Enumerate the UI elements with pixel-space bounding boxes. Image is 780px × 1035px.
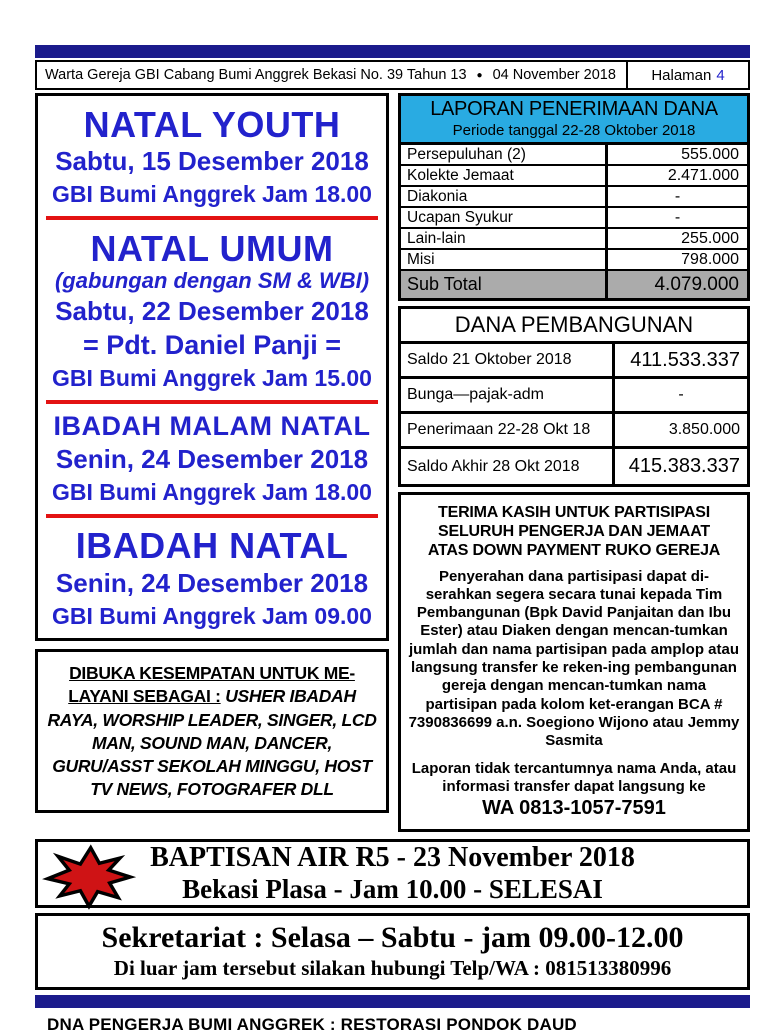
thank-you-heading-line: ATAS DOWN PAYMENT RUKO GEREJA (427, 542, 721, 560)
event-venue: GBI Bumi Anggrek Jam 18.00 (52, 478, 372, 505)
red-divider (46, 400, 378, 404)
event-ibadah-malam-natal (44, 412, 380, 505)
bullet-separator-icon: ● (476, 69, 483, 81)
event-date: Sabtu, 22 Desember 2018 (55, 295, 369, 326)
row-value: 255.000 (605, 229, 747, 248)
page-indicator (626, 62, 748, 88)
building-fund-table (398, 306, 750, 487)
event-title: IBADAH MALAM NATAL (53, 411, 371, 442)
whatsapp-number: WA 0813-1057-7591 (482, 797, 666, 820)
donation-report-period: Periode tanggal 22-28 Oktober 2018 (452, 122, 696, 139)
row-value: 411.533.337 (612, 344, 747, 376)
row-value: 798.000 (605, 250, 747, 269)
event-title: NATAL UMUM (90, 227, 334, 269)
secretariat-banner (35, 913, 750, 990)
left-column (35, 93, 389, 813)
thank-you-contact-note: Laporan tidak tercantumnya nama Anda, atau informasi transfer dapat langsung ke (411, 759, 737, 795)
baptism-banner (35, 839, 750, 908)
starburst-icon (46, 846, 132, 913)
bottom-navy-bar (35, 995, 750, 1008)
baptism-banner-text (150, 842, 635, 905)
row-value: 555.000 (605, 145, 747, 164)
red-divider (46, 216, 378, 220)
top-navy-bar (35, 45, 750, 58)
ministry-opportunity-box (35, 649, 389, 813)
row-value: - (605, 187, 747, 206)
row-label: Kolekte Jemaat (407, 166, 514, 184)
table-row (401, 208, 747, 229)
row-label: Saldo 21 Oktober 2018 (407, 351, 572, 368)
row-value: - (605, 208, 747, 227)
event-speaker: = Pdt. Daniel Panji = (82, 329, 342, 360)
subtotal-row (401, 271, 747, 298)
page-label: Halaman (651, 66, 712, 84)
table-row (401, 166, 747, 187)
secretariat-contact: Di luar jam tersebut silakan hubungi Telp/WA : 081513380996 (113, 955, 672, 980)
row-label: Misi (407, 250, 435, 268)
table-row (401, 229, 747, 250)
masthead (35, 60, 750, 90)
row-value: 3.850.000 (612, 414, 747, 446)
table-row (401, 187, 747, 208)
table-row (401, 145, 747, 166)
building-fund-title: DANA PEMBANGUNAN (401, 309, 747, 344)
row-label: Penerimaan 22-28 Okt 18 (407, 421, 591, 438)
christmas-events-box (35, 93, 389, 641)
event-venue: GBI Bumi Anggrek Jam 18.00 (52, 181, 372, 208)
event-natal-youth (44, 105, 380, 208)
event-venue: GBI Bumi Anggrek Jam 15.00 (52, 364, 372, 391)
red-divider (46, 514, 378, 518)
event-date: Senin, 24 Desember 2018 (55, 568, 369, 599)
row-value: - (612, 379, 747, 411)
ministry-heading: DIBUKA KESEMPATAN UNTUK ME-LAYANI SEBAGAI : (68, 663, 355, 707)
masthead-title-cell (37, 62, 626, 88)
subtotal-label: Sub Total (407, 274, 482, 294)
event-title: IBADAH NATAL (75, 525, 349, 567)
right-column (398, 93, 750, 832)
event-title: NATAL YOUTH (83, 103, 341, 145)
table-row (401, 250, 747, 271)
row-value: 415.383.337 (612, 449, 747, 484)
donation-report-header (401, 96, 747, 145)
event-date: Senin, 24 Desember 2018 (55, 443, 369, 474)
table-row (401, 414, 747, 449)
table-row (401, 379, 747, 414)
row-label: Persepuluhan (2) (407, 145, 526, 163)
baptism-line2: Bekasi Plasa - Jam 10.00 - SELESAI (182, 874, 603, 905)
table-row (401, 449, 747, 484)
subtotal-value: 4.079.000 (605, 271, 747, 298)
thank-you-paragraph: Penyerahan dana partisipasi dapat di-serahkan segera secara tunai kepada Tim Pembangunan (Bpk David Panjaitan dan Ibu Ester) atau Diaken dengan mencan-tumkan jumlah dan nama partisipan pada amplop atau langsung transfer ke reken-ing pembangunan gereja dengan mencan-tumkan nama partisipan pada kolom ket-erangan BCA # 7390836699 a.n. Soegiono Wijono atau Jemmy Sasmita (408, 567, 740, 750)
thank-you-box (398, 492, 750, 832)
page-number: 4 (716, 66, 725, 84)
row-label: Diakonia (407, 187, 468, 205)
row-label: Saldo Akhir 28 Okt 2018 (407, 457, 580, 475)
row-label: Lain-lain (407, 229, 466, 247)
donation-report-table (398, 93, 750, 301)
secretariat-hours: Sekretariat : Selasa – Sabtu - jam 09.00-12.00 (101, 921, 684, 955)
event-venue: GBI Bumi Anggrek Jam 09.00 (52, 602, 372, 629)
footer-dna-text: DNA PENGERJA BUMI ANGGREK : RESTORASI PONDOK DAUD (47, 1014, 577, 1034)
ministry-roles: USHER IBADAH RAYA, WORSHIP LEADER, SINGER, LCD MAN, SOUND MAN, DANCER, GURU/ASST SEKOLAH MINGGU, HOST TV NEWS, FOTOGRAFER DLL (47, 686, 377, 800)
event-date: Sabtu, 15 Desember 2018 (55, 146, 369, 177)
thank-you-heading (407, 503, 741, 561)
main-columns (35, 93, 750, 832)
event-subtitle: (gabungan dengan SM & WBI) (54, 268, 370, 294)
donation-report-title: LAPORAN PENERIMAAN DANA (430, 98, 718, 120)
bulletin-title: Warta Gereja GBI Cabang Bumi Anggrek Bekasi No. 39 Tahun 13 (45, 67, 467, 83)
bulletin-date: 04 November 2018 (492, 67, 616, 83)
thank-you-heading-line: TERIMA KASIH UNTUK PARTISIPASI (438, 504, 710, 521)
event-ibadah-natal (44, 526, 380, 629)
event-natal-umum (44, 229, 380, 391)
thank-you-heading-line: SELURUH PENGERJA DAN JEMAAT (438, 523, 710, 541)
row-value: 2.471.000 (605, 166, 747, 185)
row-label: Ucapan Syukur (407, 208, 513, 226)
row-label: Bunga—pajak-adm (407, 386, 544, 403)
table-row (401, 344, 747, 379)
baptism-line1: BAPTISAN AIR R5 - 23 November 2018 (150, 842, 635, 874)
